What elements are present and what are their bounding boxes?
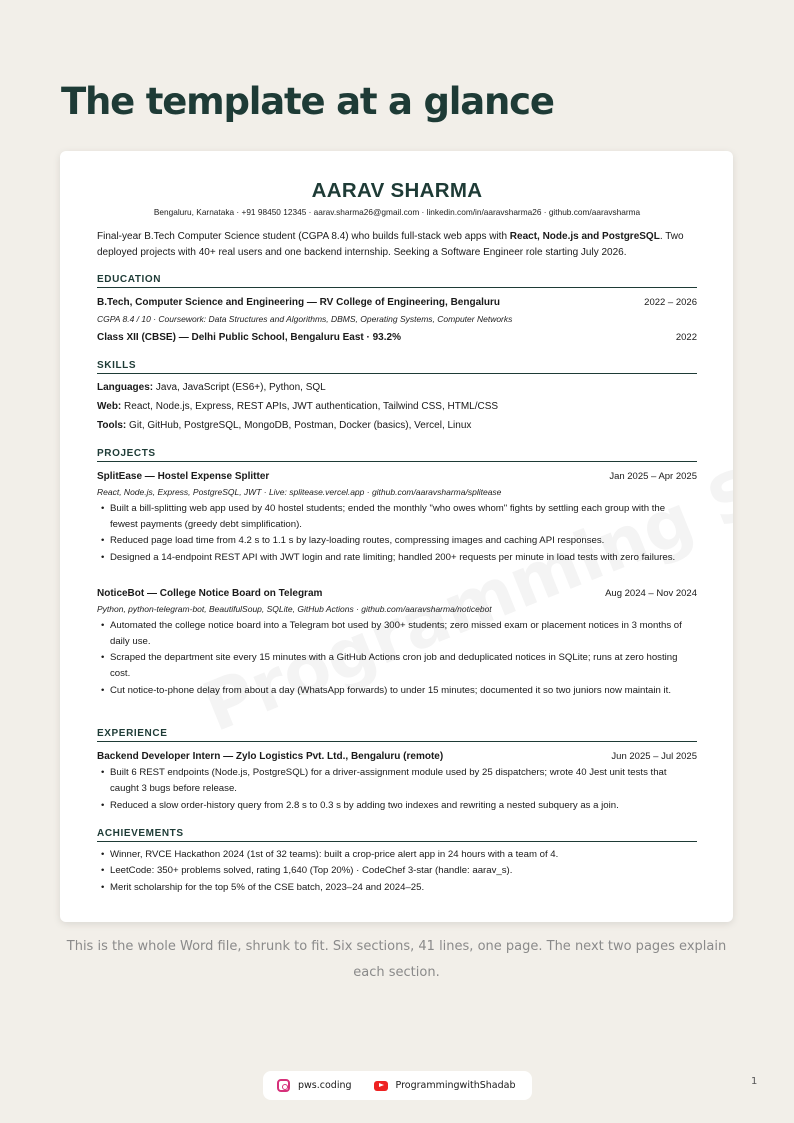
bullet-item: • Automated the college notice board into a Telegram bot used by 300+ students; zero missed exam or placement notices in 3 months of daily use.: [101, 618, 695, 650]
bullet-item: • LeetCode: 350+ problems solved, rating 1,640 (Top 20%) · CodeChef 3-star (handle: aarav_s).: [101, 863, 695, 879]
skills-row: Tools: Git, GitHub, PostgreSQL, MongoDB, Postman, Docker (basics), Vercel, Linux: [97, 420, 472, 431]
education-detail: CGPA 8.4 / 10 · Coursework: Data Structures and Algorithms, DBMS, Operating Systems, Computer Networks: [97, 314, 513, 324]
bullet-item: • Built a bill-splitting web app used by 40 hostel students; ended the monthly "who owes whom" fights by settling each group with the fewest payments (greedy debt simplification).: [101, 501, 695, 533]
project-title-row: SplitEase — Hostel Expense Splitter Jan 2025 – Apr 2025: [97, 471, 697, 482]
section-heading-projects: PROJECTS: [97, 448, 697, 462]
bullet-item: • Scraped the department site every 15 minutes with a GitHub Actions cron job and deduplicated notices in SQLite; runs at zero hosting cost.: [101, 650, 695, 682]
project-stack: Python, python-telegram-bot, BeautifulSoup, SQLite, GitHub Actions · github.com/aaravsharma/noticebot: [97, 604, 492, 614]
education-item: Class XII (CBSE) — Delhi Public School, Bengaluru East · 93.2% 2022: [97, 332, 697, 343]
bullet-item: • Reduced a slow order-history query from 2.8 s to 0.3 s by adding two indexes and rewriting a nested subquery as a join.: [101, 798, 695, 814]
section-heading-achievements: ACHIEVEMENTS: [97, 828, 697, 842]
caption: This is the whole Word file, shrunk to fit. Six sections, 41 lines, one page. The next two pages explain each section.: [66, 939, 727, 980]
instagram-handle[interactable]: pws.coding: [298, 1080, 352, 1091]
section-heading-skills: SKILLS: [97, 360, 697, 374]
page-number: 1: [751, 1076, 758, 1087]
youtube-channel[interactable]: ProgrammingwithShadab: [395, 1080, 516, 1091]
social-links: [263, 1071, 532, 1100]
skills-row: Web: React, Node.js, Express, REST APIs, JWT authentication, Tailwind CSS, HTML/CSS: [97, 401, 499, 412]
section-heading-experience: EXPERIENCE: [97, 728, 697, 742]
bullet-item: • Built 6 REST endpoints (Node.js, PostgreSQL) for a driver-assignment module used by 25 dispatchers; wrote 40 Jest unit tests that caught 3 bugs before release.: [101, 765, 695, 797]
page-title: The template at a glance: [61, 80, 554, 123]
bullet-item: • Merit scholarship for the top 5% of the CSE batch, 2023–24 and 2024–25.: [101, 880, 695, 896]
education-item: B.Tech, Computer Science and Engineering — RV College of Engineering, Bengaluru 2022 – 2026: [97, 297, 697, 308]
instagram-icon: [277, 1079, 290, 1092]
experience-title-row: Backend Developer Intern — Zylo Logistics Pvt. Ltd., Bengaluru (remote) Jun 2025 – Jul 2025: [97, 751, 697, 762]
project-stack: React, Node.js, Express, PostgreSQL, JWT · Live: splitease.vercel.app · github.com/aaravsharma/splitease: [97, 487, 502, 497]
youtube-icon: [374, 1081, 388, 1091]
contact-line: Bengaluru, Karnataka · +91 98450 12345 · aarav.sharma26@gmail.com · linkedin.com/in/aaravsharma26 · github.com/aaravsharma: [153, 207, 641, 217]
section-heading-education: EDUCATION: [97, 274, 697, 288]
project-title-row: NoticeBot — College Notice Board on Telegram Aug 2024 – Nov 2024: [97, 588, 697, 599]
skills-row: Languages: Java, JavaScript (ES6+), Python, SQL: [97, 382, 326, 393]
resume-card: [60, 151, 733, 922]
bullet-item: • Winner, RVCE Hackathon 2024 (1st of 32 teams): built a crop-price alert app in 24 hours with a team of 4.: [101, 847, 695, 863]
summary: Final-year B.Tech Computer Science student (CGPA 8.4) who builds full-stack web apps with React, Node.js and PostgreSQL. Two deployed projects with 40+ real users and one backend internship. Seeking a Software Engineer role starting July 2026.: [97, 231, 684, 258]
bullet-item: • Reduced page load time from 4.2 s to 1.1 s by lazy-loading routes, compressing images and caching API responses.: [101, 533, 695, 549]
resume-name: AARAV SHARMA: [311, 179, 483, 202]
bullet-item: • Designed a 14-endpoint REST API with JWT login and rate limiting; handled 200+ requests per minute in load tests with zero failures.: [101, 550, 695, 566]
bullet-item: • Cut notice-to-phone delay from about a day (WhatsApp forwards) to under 15 minutes; documented it so two juniors now maintain it.: [101, 683, 695, 699]
